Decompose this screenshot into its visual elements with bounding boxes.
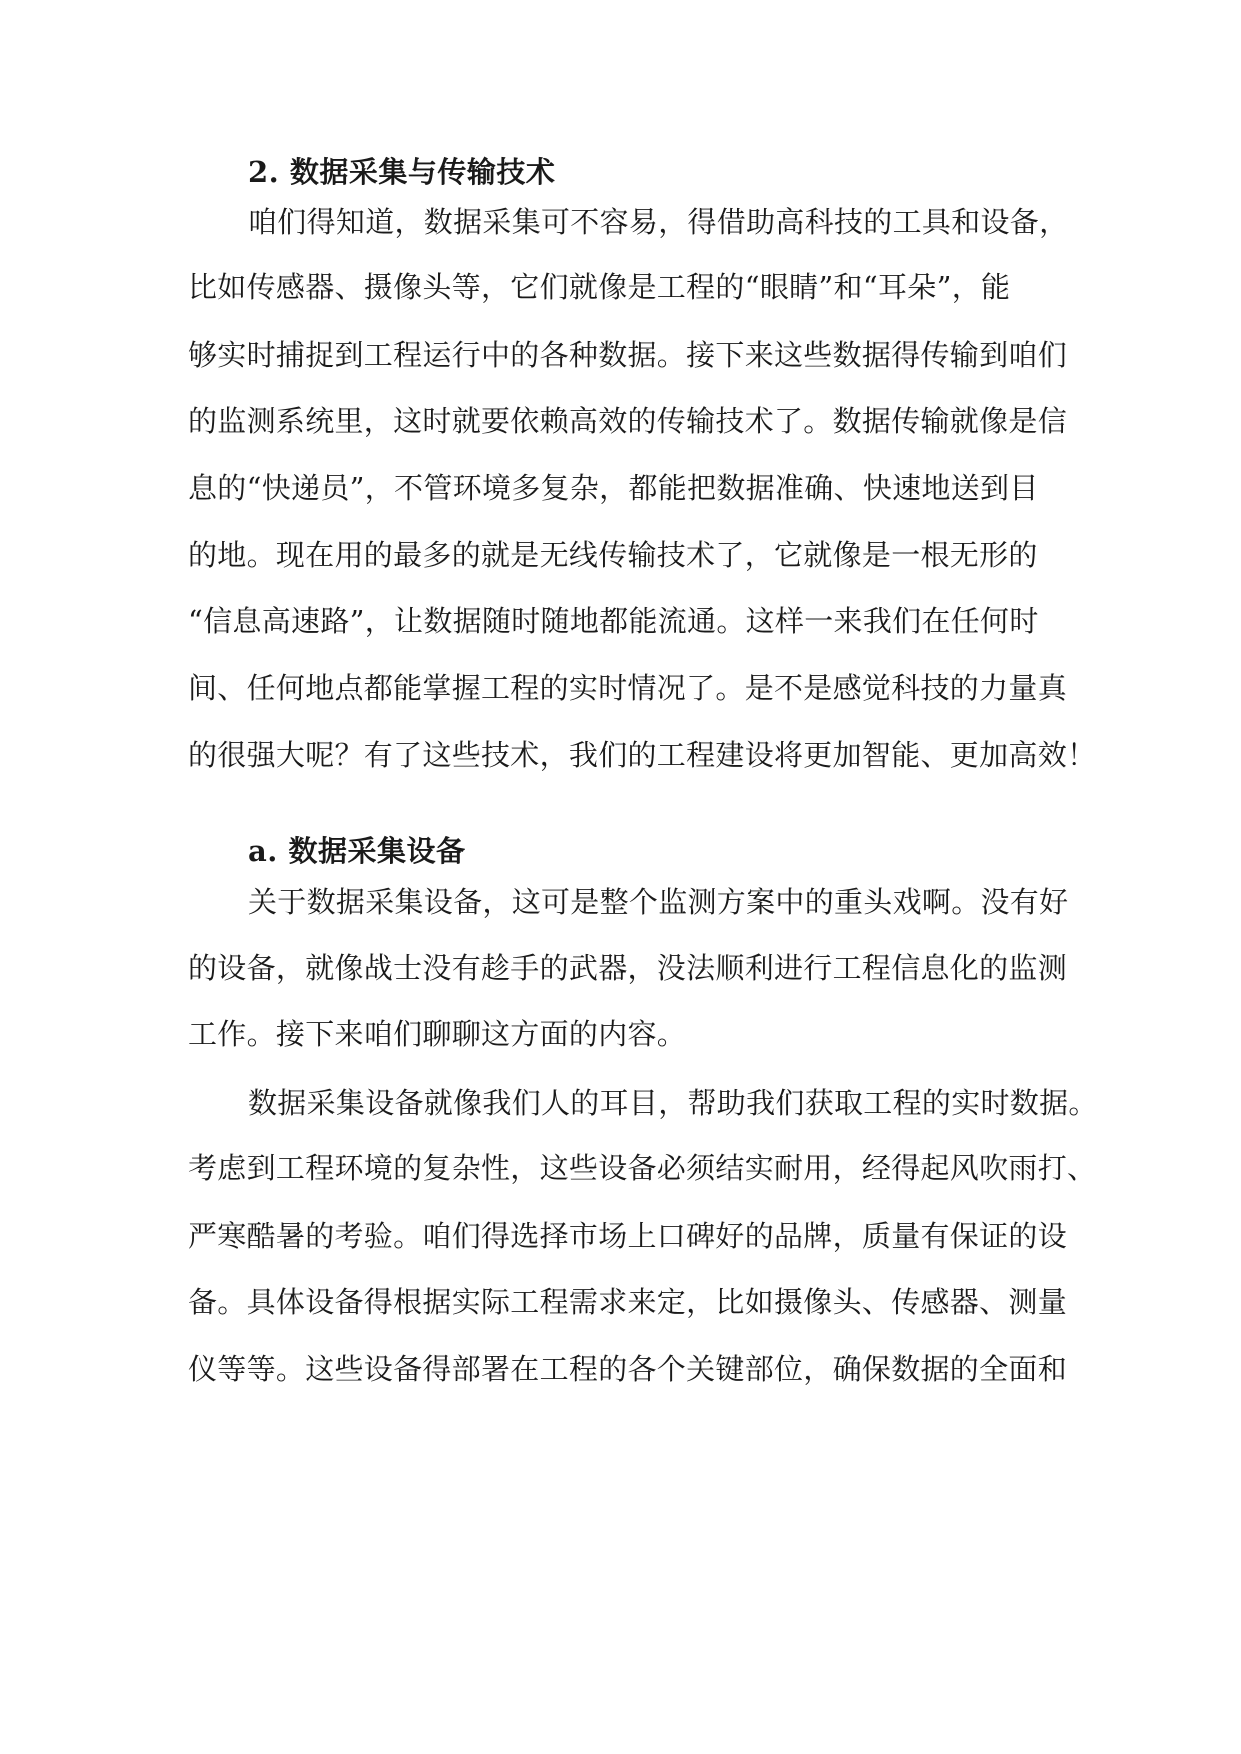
- paragraph-line: 仪等等。这些设备得部署在工程的各个关键部位，确保数据的全面和: [188, 1352, 1068, 1386]
- paragraph-line: 备。具体设备得根据实际工程需求来定，比如摄像头、传感器、测量: [188, 1285, 1068, 1319]
- paragraph-line: 关于数据采集设备，这可是整个监测方案中的重头戏啊。没有好: [248, 885, 1069, 919]
- paragraph-line: 够实时捕捉到工程运行中的各种数据。接下来这些数据得传输到咱们: [188, 338, 1068, 372]
- paragraph-line: 的很强大呢？有了这些技术，我们的工程建设将更加智能、更加高效！: [188, 738, 1097, 772]
- paragraph-line: 考虑到工程环境的复杂性，这些设备必须结实耐用，经得起风吹雨打、: [188, 1151, 1097, 1185]
- paragraph-line: 工作。接下来咱们聊聊这方面的内容。: [188, 1017, 687, 1051]
- paragraph-line: 严寒酷暑的考验。咱们得选择市场上口碑好的品牌，质量有保证的设: [188, 1219, 1068, 1253]
- section-heading: 2. 数据采集与传输技术: [248, 155, 556, 189]
- paragraph-line: 间、任何地点都能掌握工程的实时情况了。是不是感觉科技的力量真: [188, 671, 1068, 705]
- paragraph-line: 咱们得知道，数据采集可不容易，得借助高科技的工具和设备，: [248, 205, 1069, 239]
- paragraph-line: 比如传感器、摄像头等，它们就像是工程的“眼睛”和“耳朵”，能: [188, 270, 1011, 304]
- paragraph-line: 的设备，就像战士没有趁手的武器，没法顺利进行工程信息化的监测: [188, 951, 1068, 985]
- subsection-heading: a. 数据采集设备: [248, 834, 466, 868]
- paragraph-line: 数据采集设备就像我们人的耳目，帮助我们获取工程的实时数据。: [248, 1086, 1098, 1120]
- paragraph-line: 的地。现在用的最多的就是无线传输技术了，它就像是一根无形的: [188, 538, 1038, 572]
- paragraph-line: 息的“快递员”，不管环境多复杂，都能把数据准确、快速地送到目: [188, 471, 1039, 505]
- paragraph-line: 的监测系统里，这时就要依赖高效的传输技术了。数据传输就像是信: [188, 404, 1068, 438]
- paragraph-line: “信息高速路”，让数据随时随地都能流通。这样一来我们在任何时: [188, 604, 1039, 638]
